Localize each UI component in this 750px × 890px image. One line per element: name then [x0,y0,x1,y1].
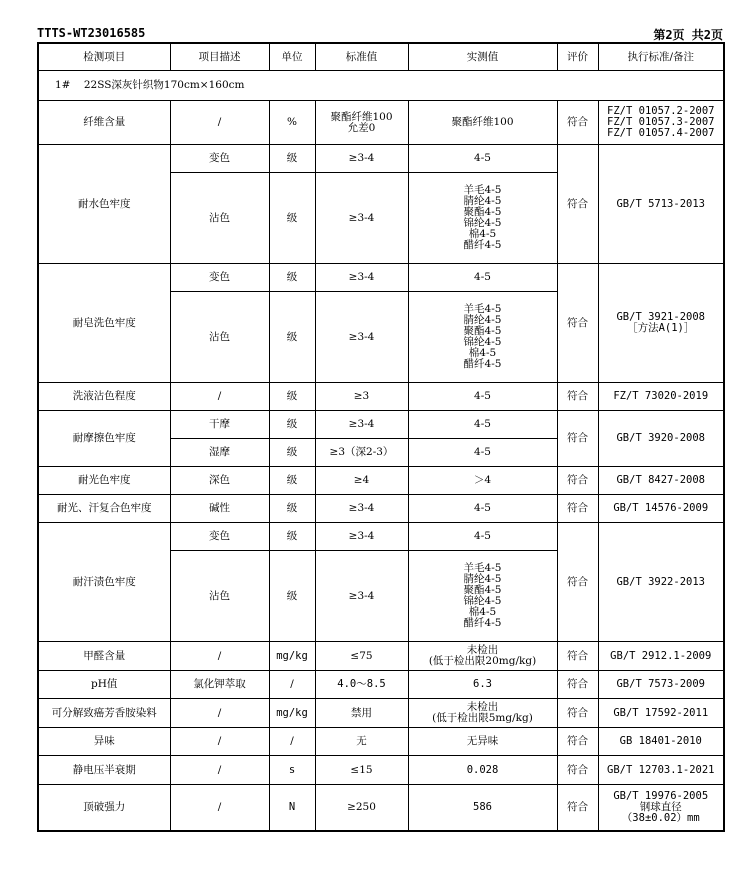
item-name: 耐皂洗色牢度 [38,264,170,383]
item-ref: GB/T 3920-2008 [598,411,724,467]
item-measured: 4-5 [408,495,557,523]
sample-info [38,71,724,101]
item-ref: GB/T 5713-2013 [598,145,724,264]
col-header-item: 检测项目 [38,43,170,71]
item-std: ≥250 [315,785,408,831]
col-header-eval: 评价 [557,43,598,71]
item-unit: 级 [269,264,315,292]
item-ref: GB/T 8427-2008 [598,467,724,495]
item-desc: / [170,383,269,411]
item-eval: 符合 [557,145,598,264]
item-name: 耐汗渍色牢度 [38,523,170,642]
item-eval: 符合 [557,785,598,831]
item-name: 耐光色牢度 [38,467,170,495]
table-row [38,411,724,439]
item-std: 禁用 [315,699,408,728]
item-ref: GB/T 19976-2005 钢球直径 （38±0.02）mm [598,785,724,831]
item-unit: 级 [269,383,315,411]
item-std: ≥4 [315,467,408,495]
table-row [38,467,724,495]
table-row [38,699,724,728]
item-desc: / [170,785,269,831]
item-name: 耐水色牢度 [38,145,170,264]
item-ref: GB/T 3921-2008 ［方法A(1)］ [598,264,724,383]
item-ref: GB/T 14576-2009 [598,495,724,523]
item-desc: 深色 [170,467,269,495]
item-std: ≤15 [315,756,408,785]
item-name: 甲醛含量 [38,642,170,671]
item-eval: 符合 [557,756,598,785]
table-row [38,523,724,551]
item-unit: 级 [269,495,315,523]
test-results-table [37,42,725,832]
item-unit: / [269,728,315,756]
item-desc: / [170,101,269,145]
table-row [38,264,724,292]
item-unit: 级 [269,145,315,173]
table-row [38,785,724,831]
table-row [38,101,724,145]
item-unit: 级 [269,292,315,383]
item-std: ≥3-4 [315,292,408,383]
item-eval: 符合 [557,495,598,523]
item-measured: 4-5 [408,439,557,467]
item-measured: 羊毛4-5 腈纶4-5 聚酯4-5 锦纶4-5 棉4-5 醋纤4-5 [408,173,557,264]
table-header-row [38,43,724,71]
item-measured: 无异味 [408,728,557,756]
item-eval: 符合 [557,728,598,756]
item-name: 洗液沾色程度 [38,383,170,411]
item-desc: / [170,642,269,671]
item-ref: FZ/T 01057.2-2007 FZ/T 01057.3-2007 FZ/T 01057.4-2007 [598,101,724,145]
item-desc: 沾色 [170,551,269,642]
item-std: ≥3-4 [315,145,408,173]
item-eval: 符合 [557,264,598,383]
page-indicator: 第2页 共2页 [653,28,723,42]
item-ref: GB/T 2912.1-2009 [598,642,724,671]
item-ref: FZ/T 73020-2019 [598,383,724,411]
item-std: ≥3-4 [315,551,408,642]
item-std: ≥3 [315,383,408,411]
item-measured: 羊毛4-5 腈纶4-5 聚酯4-5 锦纶4-5 棉4-5 醋纤4-5 [408,551,557,642]
item-unit: 级 [269,411,315,439]
item-eval: 符合 [557,383,598,411]
item-std: 无 [315,728,408,756]
table-row [38,145,724,173]
item-ref: GB/T 7573-2009 [598,671,724,699]
report-number: TTTS-WT23016585 [37,26,146,40]
item-ref: GB/T 17592-2011 [598,699,724,728]
item-unit: 级 [269,523,315,551]
item-measured: 4-5 [408,411,557,439]
col-header-unit: 单位 [269,43,315,71]
item-name: 纤维含量 [38,101,170,145]
item-unit: N [269,785,315,831]
item-std: ≤75 [315,642,408,671]
sample-id: 1# [55,79,71,91]
table-row [38,383,724,411]
sample-row [38,71,724,101]
table-row [38,495,724,523]
item-eval: 符合 [557,467,598,495]
item-desc: 湿摩 [170,439,269,467]
item-unit: % [269,101,315,145]
item-eval: 符合 [557,523,598,642]
item-desc: 变色 [170,523,269,551]
table-row [38,756,724,785]
table-row [38,671,724,699]
item-measured: 586 [408,785,557,831]
item-name: 异味 [38,728,170,756]
item-name: 顶破强力 [38,785,170,831]
item-measured: ＞4 [408,467,557,495]
item-unit: mg/kg [269,642,315,671]
item-eval: 符合 [557,642,598,671]
item-measured: 6.3 [408,671,557,699]
item-name: 可分解致癌芳香胺染料 [38,699,170,728]
item-desc: / [170,728,269,756]
item-desc: 变色 [170,264,269,292]
report-header [37,26,723,42]
item-name: 耐光、汗复合色牢度 [38,495,170,523]
item-desc: / [170,699,269,728]
item-unit: mg/kg [269,699,315,728]
item-unit: 级 [269,467,315,495]
item-desc: 干摩 [170,411,269,439]
col-header-ref: 执行标准/备注 [598,43,724,71]
item-unit: 级 [269,551,315,642]
item-measured: 4-5 [408,383,557,411]
item-measured: 未检出 (低于检出限20mg/kg) [408,642,557,671]
item-std: ≥3-4 [315,173,408,264]
item-std: 聚酯纤维100 允差0 [315,101,408,145]
item-ref: GB 18401-2010 [598,728,724,756]
item-std: 4.0～8.5 [315,671,408,699]
item-ref: GB/T 12703.1-2021 [598,756,724,785]
item-eval: 符合 [557,411,598,467]
item-std: ≥3（深2-3） [315,439,408,467]
item-unit: 级 [269,173,315,264]
item-name: 静电压半衰期 [38,756,170,785]
item-eval: 符合 [557,699,598,728]
item-ref: GB/T 3922-2013 [598,523,724,642]
item-measured: 未检出 (低于检出限5mg/kg) [408,699,557,728]
table-row [38,728,724,756]
item-eval: 符合 [557,101,598,145]
item-measured: 4-5 [408,145,557,173]
item-measured: 聚酯纤维100 [408,101,557,145]
col-header-desc: 项目描述 [170,43,269,71]
item-unit: s [269,756,315,785]
item-std: ≥3-4 [315,523,408,551]
item-unit: / [269,671,315,699]
item-std: ≥3-4 [315,411,408,439]
item-eval: 符合 [557,671,598,699]
item-name: pH值 [38,671,170,699]
item-desc: / [170,756,269,785]
item-std: ≥3-4 [315,264,408,292]
item-desc: 变色 [170,145,269,173]
item-measured: 羊毛4-5 腈纶4-5 聚酯4-5 锦纶4-5 棉4-5 醋纤4-5 [408,292,557,383]
col-header-std: 标准值 [315,43,408,71]
item-desc: 沾色 [170,173,269,264]
item-measured: 4-5 [408,523,557,551]
item-desc: 碱性 [170,495,269,523]
table-row [38,642,724,671]
col-header-measured: 实测值 [408,43,557,71]
item-unit: 级 [269,439,315,467]
sample-desc: 22SS深灰针织物170cm×160cm [83,79,245,91]
item-name: 耐摩擦色牢度 [38,411,170,467]
item-measured: 4-5 [408,264,557,292]
item-std: ≥3-4 [315,495,408,523]
item-measured: 0.028 [408,756,557,785]
item-desc: 沾色 [170,292,269,383]
item-desc: 氯化钾萃取 [170,671,269,699]
